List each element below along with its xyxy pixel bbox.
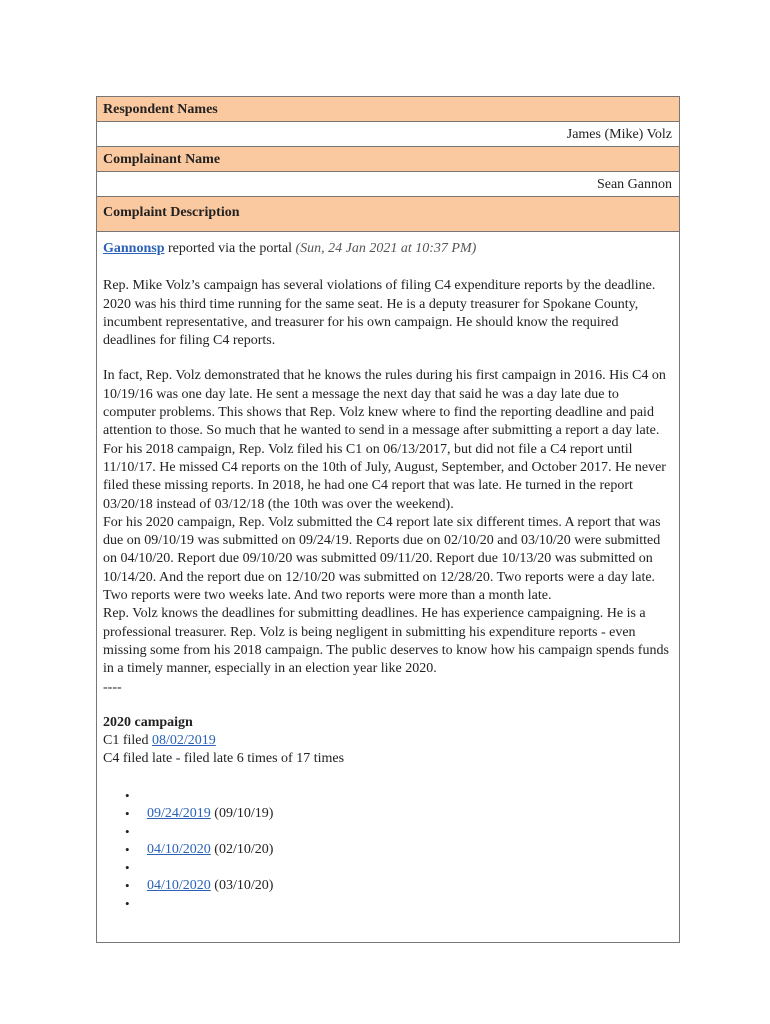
c1-prefix: C1 filed	[103, 733, 152, 749]
list-item	[147, 787, 672, 805]
paragraph-2018: For his 2018 campaign, Rep. Volz filed his C1 on 06/13/2017, but did not file a C4 report until 11/10/17. He missed C4 reports on the 10th of July, August, September, and October 2017. He never filed these missing reports. In 2018, he had one C4 report that was late. He turned in the report 03/20/18 instead of 03/12/18 (the 10th was over the weekend).	[103, 441, 666, 512]
list-item	[147, 805, 672, 823]
filing-date-link[interactable]: 04/10/2020	[147, 877, 211, 893]
description-header: Complaint Description	[97, 197, 679, 232]
filing-date-link[interactable]: 04/10/2020	[147, 841, 211, 857]
filing-due: (09/10/19)	[210, 805, 274, 821]
campaign-title: 2020 campaign	[103, 714, 193, 730]
filings-list	[103, 787, 672, 913]
list-item	[147, 859, 672, 877]
paragraph-intro: Rep. Mike Volz’s campaign has several violations of filing C4 expenditure reports by the deadline. 2020 was his third time running for the same seat. He is a deputy treasurer for Spokane County, incumbent representative, and treasurer for his own campaign. He should know the required deadlines for filing C4 reports.	[103, 278, 656, 349]
respondent-value: James (Mike) Volz	[97, 122, 679, 147]
complainant-value: Sean Gannon	[97, 172, 679, 197]
complainant-header: Complainant Name	[97, 147, 679, 172]
paragraph-conclusion: Rep. Volz knows the deadlines for submitting deadlines. He has experience campaigning. He is a professional treasurer. Rep. Volz is being negligent in submitting his expenditure reports - even missing some from his 2018 campaign. The public deserves to know how his campaign spends funds in a timely manner, especially in an election year like 2020.	[103, 606, 669, 677]
report-meta	[103, 240, 672, 258]
list-item	[147, 841, 672, 859]
reported-text: reported via the portal	[164, 241, 296, 256]
filing-due: (02/10/20)	[210, 841, 274, 857]
c1-filed-line	[103, 732, 672, 750]
list-item	[147, 823, 672, 841]
respondent-header: Respondent Names	[97, 97, 679, 122]
paragraph-2020: For his 2020 campaign, Rep. Volz submitted the C4 report late six different times. A report that was due on 09/10/19 was submitted on 09/24/19. Reports due on 02/10/20 and 03/10/20 were submitted on 04/10/20. Report due 09/10/20 was submitted 09/11/20. Report due 10/13/20 was submitted on 10/14/20. And the report due on 12/10/20 was submitted on 12/28/20. Two reports were a day late. Two reports were two weeks late. And two reports were more than a month late.	[103, 514, 661, 604]
c1-date-link[interactable]: 08/02/2019	[152, 733, 216, 749]
list-item	[147, 877, 672, 895]
list-item	[147, 895, 672, 913]
filing-due: (03/10/20)	[210, 877, 274, 893]
description-body	[97, 232, 679, 942]
separator: ----	[103, 679, 122, 695]
complaint-form-table	[96, 96, 680, 943]
report-timestamp: (Sun, 24 Jan 2021 at 10:37 PM)	[295, 241, 477, 256]
paragraph-2016: In fact, Rep. Volz demonstrated that he knows the rules during his first campaign in 2016. His C4 on 10/19/16 was one day late. He sent a message the next day that said he was a day late due to computer problems. This shows that Rep. Volz knew where to find the reporting deadline and paid attention to those. So much that he wanted to send in a message after submitting a report a day late.	[103, 368, 666, 439]
c4-summary: C4 filed late - filed late 6 times of 17 times	[103, 751, 345, 767]
filing-date-link[interactable]: 09/24/2019	[147, 805, 211, 821]
reporter-link[interactable]: Gannonsp	[103, 241, 165, 256]
